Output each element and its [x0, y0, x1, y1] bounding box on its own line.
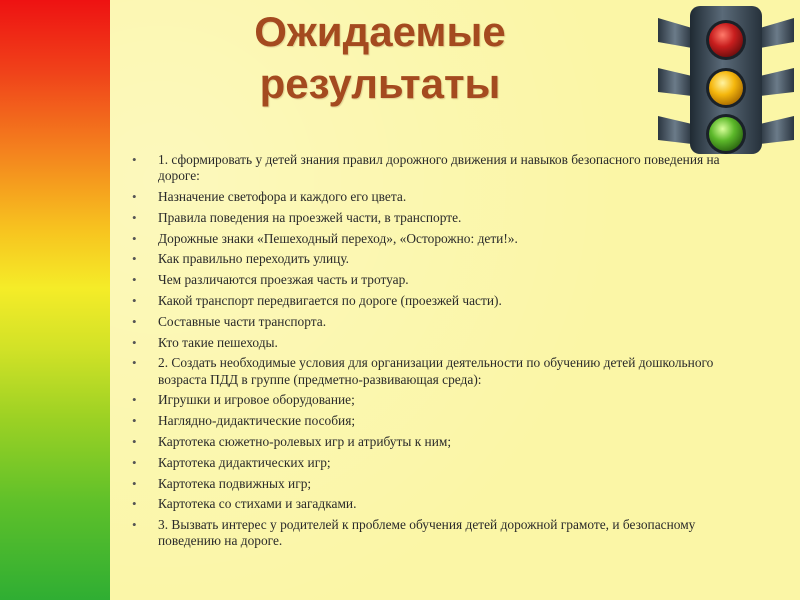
slide-title — [190, 6, 570, 110]
traffic-light-icon — [652, 4, 800, 156]
title-line-2: результаты — [259, 60, 501, 107]
traffic-gradient-bar — [0, 0, 110, 600]
list-item: • 2. Создать необходимые условия для организации деятельности по обучению детей дошкольного возраста ПДД в группе (предметно-развивающая среда): — [130, 355, 745, 387]
list-item: • 1. сформировать у детей знания правил дорожного движения и навыков безопасного поведения на дороге: — [130, 152, 745, 184]
list-item: • Назначение светофора и каждого его цвета. — [130, 189, 745, 205]
results-list — [130, 152, 745, 550]
list-item: • Игрушки и игровое оборудование; — [130, 392, 745, 408]
title-line-1: Ожидаемые — [254, 8, 506, 55]
list-item: • Наглядно-дидактические пособия; — [130, 413, 745, 429]
list-item: • Картотека сюжетно-ролевых игр и атрибуты к ним; — [130, 434, 745, 450]
list-item: • Картотека со стихами и загадками. — [130, 496, 745, 512]
list-item: • Чем различаются проезжая часть и тротуар. — [130, 272, 745, 288]
list-item: • Кто такие пешеходы. — [130, 335, 745, 351]
list-item: • Составные части транспорта. — [130, 314, 745, 330]
list-item: • Какой транспорт передвигается по дороге (проезжей части). — [130, 293, 745, 309]
list-item: • Дорожные знаки «Пешеходный переход», «Осторожно: дети!». — [130, 231, 745, 247]
content-area — [130, 152, 745, 554]
list-item: • Картотека дидактических игр; — [130, 455, 745, 471]
list-item: • Картотека подвижных игр; — [130, 476, 745, 492]
list-item: • Правила поведения на проезжей части, в транспорте. — [130, 210, 745, 226]
list-item: • Как правильно переходить улицу. — [130, 251, 745, 267]
list-item: • 3. Вызвать интерес у родителей к проблеме обучения детей дорожной грамоте, и безопасному поведению на дороге. — [130, 517, 745, 549]
